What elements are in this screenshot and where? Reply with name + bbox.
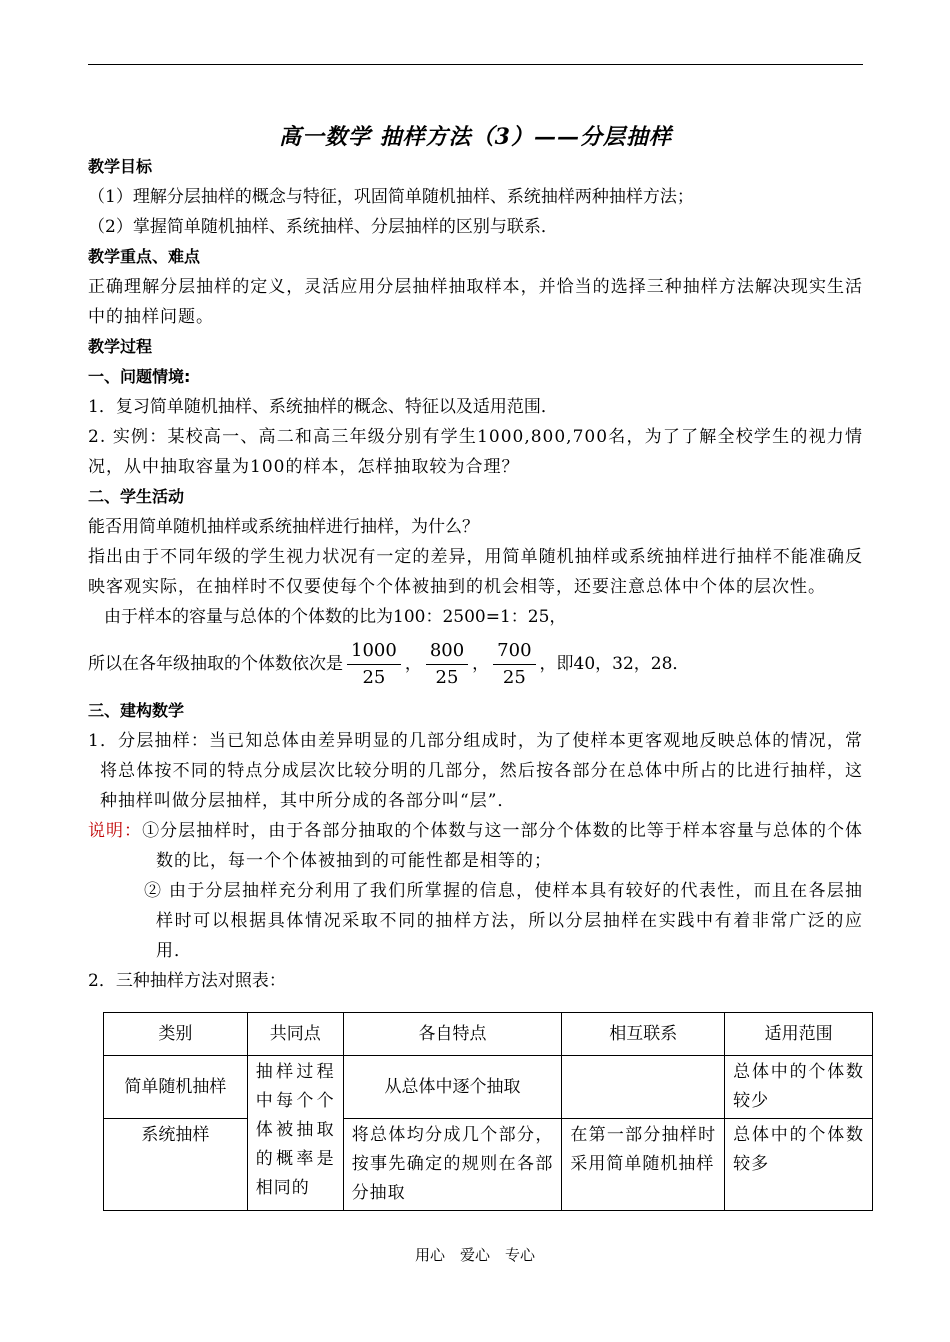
table-cell-scope: 总体中的个体数较少 (725, 1056, 873, 1119)
fraction-separator-1: ， (404, 654, 422, 674)
fraction-2-numerator: 800 (426, 638, 468, 665)
goals-heading: 教学目标 (88, 157, 153, 176)
fraction-suffix: ，即40，32，28． (539, 654, 690, 674)
section2-question: 能否用简单随机抽样或系统抽样进行抽样，为什么？ (88, 517, 479, 537)
fraction-line (88, 632, 863, 696)
section3-heading: 三、建构数学 (88, 701, 185, 720)
page-title: 高一数学 抽样方法（3）——分层抽样 (279, 124, 672, 150)
table-cell-feature: 将总体均分成几个部分，按事先确定的规则在各部分抽取 (343, 1119, 562, 1211)
document-body (88, 152, 863, 996)
fraction-prefix: 所以在各年级抽取的个体数依次是 (88, 654, 343, 674)
table-cell-scope: 总体中的个体数较多 (725, 1119, 873, 1211)
fraction-3-numerator: 700 (493, 638, 535, 665)
table-cell-relation (562, 1056, 725, 1119)
fraction-1-denominator: 25 (362, 666, 386, 688)
section1-heading: 一、问题情境: (88, 367, 191, 386)
goal-item-1: （1）理解分层抽样的概念与特征，巩固简单随机抽样、系统抽样两种抽样方法； (88, 187, 694, 207)
comparison-table (103, 1012, 873, 1211)
fraction-1-numerator: 1000 (347, 638, 401, 665)
table-intro: 2．三种抽样方法对照表： (88, 971, 286, 991)
section2-ratio: 由于样本的容量与总体的个体数的比为100：2500=1：25， (104, 607, 567, 627)
table-header-cell: 相互联系 (562, 1013, 725, 1056)
note-1 (88, 816, 863, 876)
page-footer: 用心 爱心 专心 (414, 1246, 535, 1264)
key-points-heading: 教学重点、难点 (88, 247, 201, 266)
note-2: ② 由于分层抽样充分利用了我们所掌握的信息，使样本具有较好的代表性，而且在各层抽样时可以根据具体情况采取不同的抽样方法，所以分层抽样在实践中有着非常广泛的应用． (144, 881, 863, 961)
section2-answer: 指出由于不同年级的学生视力状况有一定的差异，用简单随机抽样或系统抽样进行抽样不能准确反映客观实际，在抽样时不仅要使每个个体被抽到的机会相等，还要注意总体中个体的层次性。 (88, 547, 863, 597)
table-row (104, 1056, 873, 1119)
table-header-row (104, 1013, 873, 1056)
section2-heading: 二、学生活动 (88, 487, 185, 506)
section1-item-1: 1．复习简单随机抽样、系统抽样的概念、特征以及适用范围． (88, 397, 558, 417)
fraction-separator-2: ， (472, 654, 490, 674)
table-header-cell: 各自特点 (343, 1013, 562, 1056)
note-1-text: ①分层抽样时，由于各部分抽取的个体数与这一部分个体数的比等于样本容量与总体的个体数的比，每一个个体被抽到的可能性都是相等的； (142, 821, 864, 871)
table-cell-type: 简单随机抽样 (104, 1056, 248, 1119)
key-points-text: 正确理解分层抽样的定义，灵活应用分层抽样抽取样本，并恰当的选择三种抽样方法解决现实生活中的抽样问题。 (88, 277, 863, 327)
stratified-definition: 1．分层抽样：当已知总体由差异明显的几部分组成时，为了使样本更客观地反映总体的情况，常将总体按不同的特点分成层次比较分明的几部分，然后按各部分在总体中所占的比进行抽样，这种抽样叫做分层抽样，其中所分成的各部分叫“层”． (88, 731, 863, 811)
table-header-cell: 共同点 (247, 1013, 343, 1056)
section1-item-2: 2. 实例：某校高一、高二和高三年级分别有学生1000,800,700名，为了了解全校学生的视力情况，从中抽取容量为100的样本，怎样抽取较为合理？ (88, 427, 863, 477)
fraction-1 (347, 638, 401, 691)
fraction-2 (426, 638, 468, 691)
table-cell-relation: 在第一部分抽样时采用简单随机抽样 (562, 1119, 725, 1211)
table-header-cell: 类别 (104, 1013, 248, 1056)
table-row (104, 1119, 873, 1211)
goal-item-2: （2）掌握简单随机抽样、系统抽样、分层抽样的区别与联系． (88, 217, 558, 237)
table-cell-type: 系统抽样 (104, 1119, 248, 1211)
fraction-3 (493, 638, 535, 691)
table-cell-feature: 从总体中逐个抽取 (343, 1056, 562, 1119)
note-label: 说明： (88, 821, 143, 841)
fraction-2-denominator: 25 (435, 666, 459, 688)
table-header-cell: 适用范围 (725, 1013, 873, 1056)
fraction-3-denominator: 25 (502, 666, 526, 688)
header-rule (88, 64, 863, 65)
table-cell-common: 抽样过程中每个个体被抽取的概率是相同的 (247, 1056, 343, 1211)
process-heading: 教学过程 (88, 337, 153, 356)
